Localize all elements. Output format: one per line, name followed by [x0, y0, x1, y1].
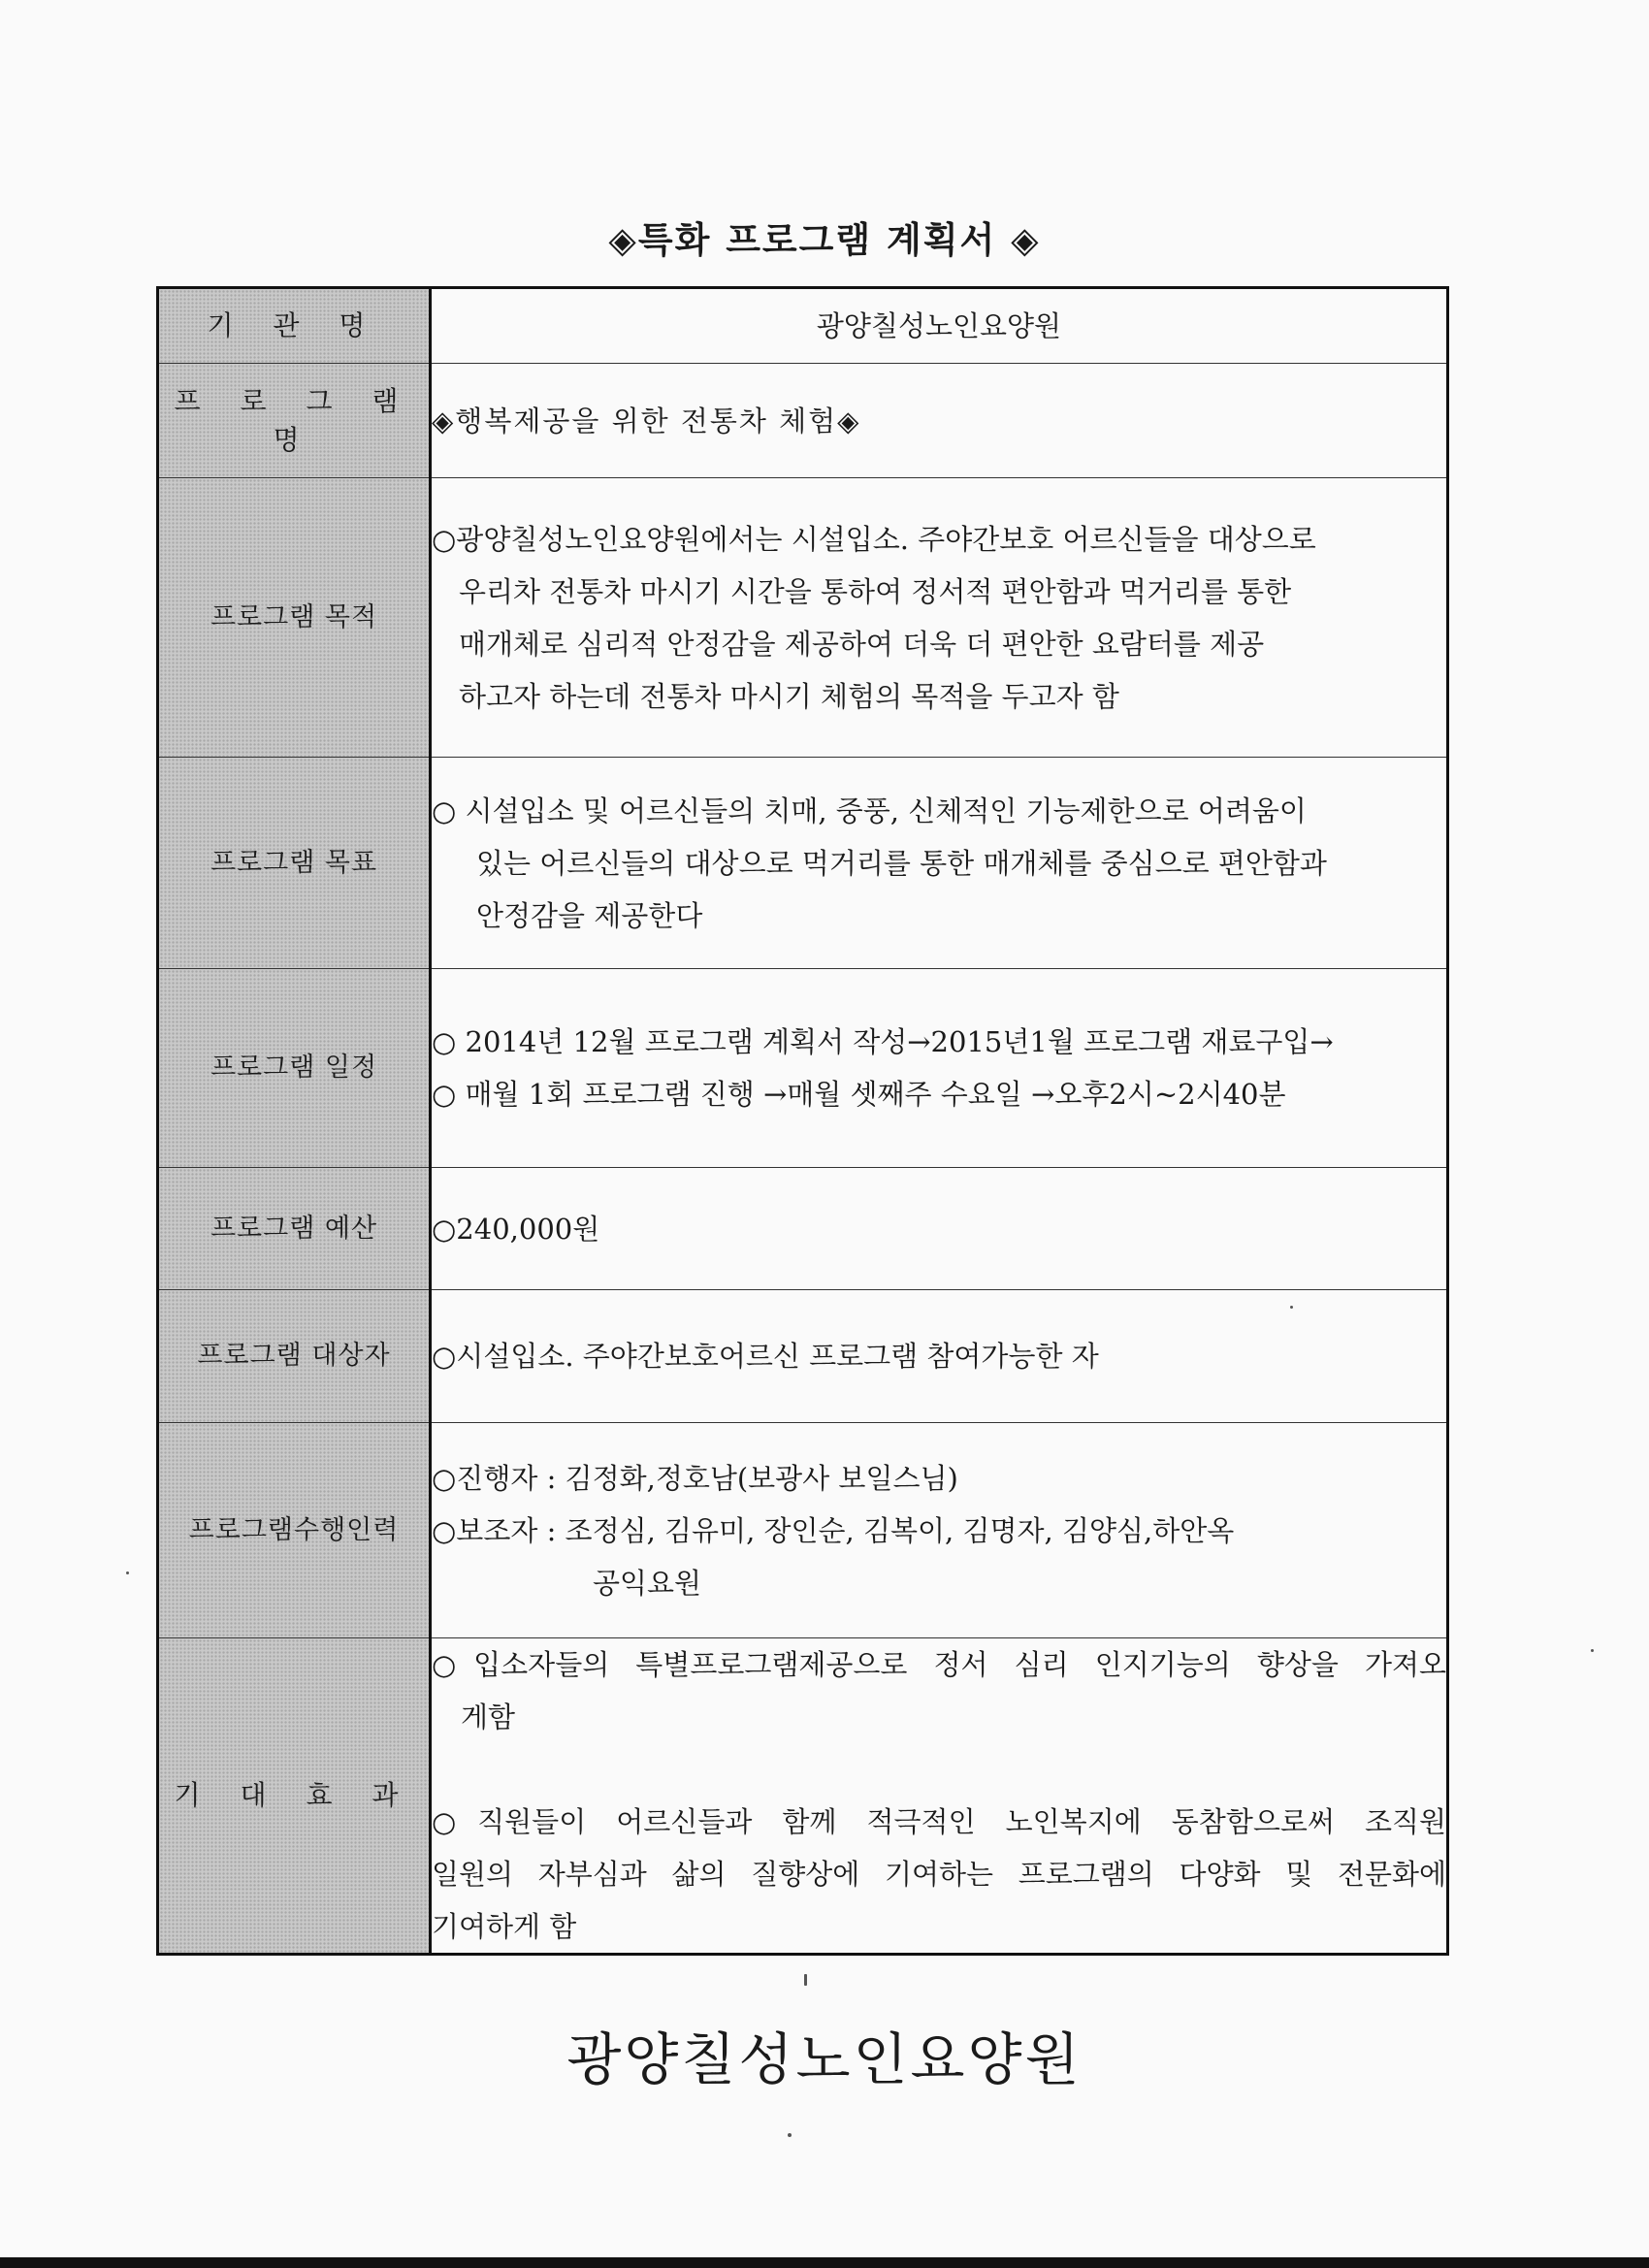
effect-line-1: ○입소자들의 특별프로그램제공으로 정서 심리 인지기능의 향상을 가져오	[432, 1648, 1446, 1681]
effect-label: 기 대 효 과	[158, 1638, 431, 1955]
staff-line-3: 공익요원	[593, 1566, 702, 1600]
schedule-line-1: ○ 2014년 12월 프로그램 계획서 작성→2015년1월 프로그램 재료구입→	[432, 1025, 1334, 1058]
target-value: ○시설입소. 주야간보호어르신 프로그램 참여가능한 자	[431, 1290, 1448, 1423]
scan-speck	[1290, 1306, 1293, 1309]
scan-speck	[126, 1571, 129, 1574]
effect-line-4: 일원의 자부심과 삶의 질향상에 기여하는 프로그램의 다양화 및 전문화에	[432, 1858, 1446, 1891]
goal-line-1: ○ 시설입소 및 어르신들의 치매, 중풍, 신체적인 기능제한으로 어려움이	[432, 794, 1307, 827]
scan-speck	[1591, 1649, 1594, 1652]
staff-value	[431, 1423, 1448, 1638]
institution-label: 기 관 명	[158, 288, 431, 364]
table-row-target	[158, 1290, 1448, 1423]
scan-speck	[804, 1974, 807, 1986]
purpose-line-2: 우리차 전통차 마시기 시간을 통하여 정서적 편안함과 먹거리를 통한	[459, 574, 1292, 608]
institution-value: 광양칠성노인요양원	[431, 288, 1448, 364]
staff-line-2: ○보조자 : 조정심, 김유미, 장인순, 김복이, 김명자, 김양심,하안옥	[432, 1513, 1235, 1547]
staff-label: 프로그램수행인력	[158, 1423, 431, 1638]
effect-spacer	[432, 1743, 1446, 1796]
effect-line-2: 게함	[461, 1701, 516, 1733]
target-label: 프로그램 대상자	[158, 1290, 431, 1423]
goal-line-2: 있는 어르신들의 대상으로 먹거리를 통한 매개체를 중심으로 편안함과	[476, 846, 1327, 880]
table-row-program-name	[158, 364, 1448, 478]
effect-line-5: 기여하게 함	[432, 1910, 577, 1943]
program-plan-table	[156, 286, 1449, 1956]
table-row-staff	[158, 1423, 1448, 1638]
purpose-line-4: 하고자 하는데 전통차 마시기 체험의 목적을 두고자 함	[459, 679, 1119, 713]
table-row-purpose	[158, 478, 1448, 758]
purpose-line-3: 매개체로 심리적 안정감을 제공하여 더욱 더 편안한 요람터를 제공	[459, 627, 1265, 661]
purpose-value	[431, 478, 1448, 758]
table-row-budget	[158, 1168, 1448, 1290]
scan-speck	[788, 2133, 792, 2137]
schedule-line-2: ○ 매월 1회 프로그램 진행 →매월 셋째주 수요일 →오후2시~2시40분	[432, 1078, 1286, 1111]
schedule-value	[431, 969, 1448, 1168]
schedule-label: 프로그램 일정	[158, 969, 431, 1168]
budget-label: 프로그램 예산	[158, 1168, 431, 1290]
effect-value	[431, 1638, 1448, 1955]
goal-line-3: 안정감을 제공한다	[476, 898, 703, 932]
document-title: ◈특화 프로그램 계획서 ◈	[608, 218, 1041, 261]
purpose-line-1: ○광양칠성노인요양원에서는 시설입소. 주야간보호 어르신들을 대상으로	[432, 522, 1316, 556]
table-row-schedule	[158, 969, 1448, 1168]
staff-line-1: ○진행자 : 김정화,정호남(보광사 보일스님)	[432, 1461, 958, 1495]
table-row-effect	[158, 1638, 1448, 1955]
table-row-goal	[158, 758, 1448, 969]
budget-value: ○240,000원	[431, 1168, 1448, 1290]
effect-line-3: ○직원들이 어르신들과 함께 적극적인 노인복지에 동참함으로써 조직원	[432, 1805, 1446, 1838]
purpose-label: 프로그램 목적	[158, 478, 431, 758]
goal-value	[431, 758, 1448, 969]
program-name-label: 프 로 그 램 명	[158, 364, 431, 478]
institution-footer: 광양칠성노인요양원	[566, 2026, 1083, 2092]
table-row-institution	[158, 288, 1448, 364]
scan-edge	[0, 2257, 1649, 2268]
goal-label: 프로그램 목표	[158, 758, 431, 969]
program-name-value: ◈행복제공을 위한 전통차 체험◈	[431, 364, 1448, 478]
